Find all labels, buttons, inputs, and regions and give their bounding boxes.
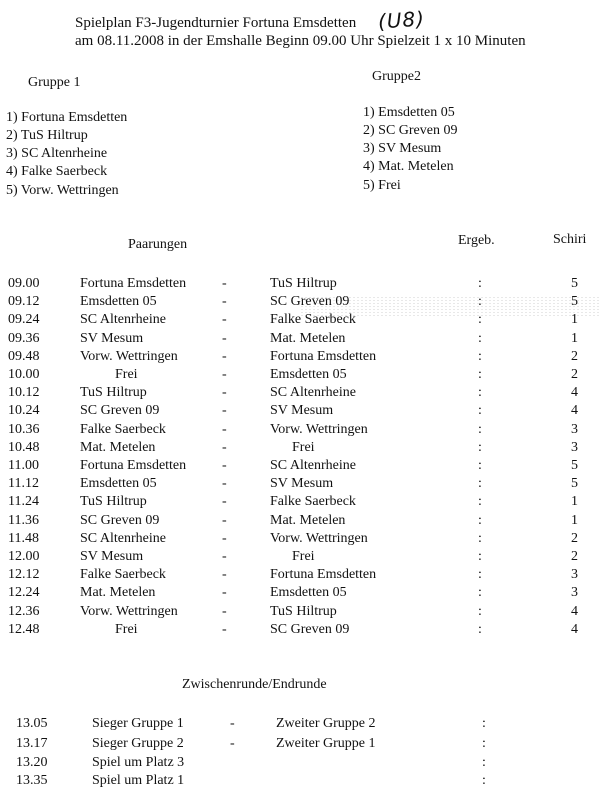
match-away-team: SV Mesum <box>270 476 334 492</box>
match-away-team: SC Altenrheine <box>270 458 356 473</box>
result-placeholder: : <box>478 276 482 291</box>
match-separator: - <box>222 330 227 346</box>
result-placeholder: : <box>478 603 482 619</box>
match-home-team: SC Altenrheine <box>80 530 166 546</box>
finals-row <box>0 736 600 754</box>
match-row <box>0 312 600 330</box>
match-home-team: SC Greven 09 <box>80 403 160 419</box>
match-home-team: SC Altenrheine <box>80 312 166 328</box>
match-row <box>0 294 600 312</box>
match-separator: - <box>222 494 227 510</box>
result-placeholder: : <box>478 330 482 346</box>
match-time: 11.24 <box>8 494 39 510</box>
match-away-team: Fortuna Emsdetten <box>270 348 377 364</box>
match-away-team: SC Altenrheine <box>270 385 356 401</box>
match-away-team: TuS Hiltrup <box>270 276 337 291</box>
match-home-team: TuS Hiltrup <box>80 494 147 510</box>
match-row <box>0 549 600 567</box>
match-row <box>0 458 600 476</box>
match-home-team: Mat. Metelen <box>80 439 156 455</box>
match-home-team: Frei <box>115 621 138 637</box>
match-row <box>0 422 600 440</box>
match-separator: - <box>222 312 227 328</box>
group1-team: 2) TuS Hiltrup <box>6 128 88 143</box>
match-separator: - <box>222 549 227 564</box>
match-referee: 3 <box>571 567 578 583</box>
match-row <box>0 403 600 421</box>
match-row <box>0 567 600 585</box>
match-separator: - <box>222 294 227 310</box>
result-placeholder: : <box>478 439 482 455</box>
match-separator: - <box>222 530 227 546</box>
result-placeholder: : <box>478 585 482 601</box>
match-time: 12.00 <box>8 549 40 564</box>
match-home-team: Frei <box>115 367 138 382</box>
result-placeholder: : <box>478 512 482 528</box>
match-row <box>0 440 600 458</box>
finals-home: Sieger Gruppe 2 <box>92 736 184 751</box>
match-time: 11.12 <box>8 476 39 492</box>
result-placeholder: : <box>478 421 482 437</box>
match-time: 12.36 <box>8 603 40 619</box>
match-away-team: Mat. Metelen <box>270 330 346 346</box>
result-header: Ergeb. <box>458 233 495 248</box>
referee-header: Schiri <box>553 232 587 247</box>
match-separator: - <box>222 458 227 473</box>
group1-team: 4) Falke Saerbeck <box>6 164 108 179</box>
finals-row <box>0 773 600 791</box>
match-away-team: Emsdetten 05 <box>270 585 347 601</box>
title-line-1: Spielplan F3-Jugendturnier Fortuna Emsdetten <box>75 15 357 31</box>
match-time: 12.24 <box>8 585 40 601</box>
match-row <box>0 604 600 622</box>
result-placeholder: : <box>482 773 486 788</box>
match-row <box>0 276 600 294</box>
result-placeholder: : <box>478 403 482 419</box>
result-placeholder: : <box>478 348 482 364</box>
match-row <box>0 585 600 603</box>
match-home-team: SC Greven 09 <box>80 512 160 528</box>
match-time: 10.12 <box>8 385 40 401</box>
match-home-team: Emsdetten 05 <box>80 294 157 310</box>
group2-team: 2) SC Greven 09 <box>363 123 458 138</box>
match-home-team: Fortuna Emsdetten <box>80 276 187 291</box>
group1-title: Gruppe 1 <box>28 75 81 90</box>
match-away-team: Frei <box>292 439 315 455</box>
finals-separator: - <box>230 716 235 731</box>
match-away-team: Emsdetten 05 <box>270 367 347 382</box>
match-away-team: Falke Saerbeck <box>270 312 356 328</box>
match-separator: - <box>222 367 227 382</box>
match-time: 10.00 <box>8 367 40 382</box>
match-separator: - <box>222 567 227 583</box>
match-separator: - <box>222 585 227 601</box>
result-placeholder: : <box>478 385 482 401</box>
match-time: 09.24 <box>8 312 40 328</box>
match-referee: 4 <box>571 621 578 637</box>
result-placeholder: : <box>482 736 486 751</box>
finals-home: Spiel um Platz 3 <box>92 755 185 770</box>
group1-team: 1) Fortuna Emsdetten <box>6 110 128 125</box>
finals-time: 13.17 <box>16 736 48 751</box>
finals-separator: - <box>230 736 235 751</box>
match-referee: 2 <box>571 348 578 364</box>
match-referee: 3 <box>571 585 578 601</box>
match-separator: - <box>222 276 227 291</box>
match-home-team: Vorw. Wettringen <box>80 603 178 619</box>
match-home-team: TuS Hiltrup <box>80 385 147 401</box>
match-home-team: Emsdetten 05 <box>80 476 157 492</box>
finals-row <box>0 755 600 773</box>
match-time: 12.48 <box>8 621 40 637</box>
match-time: 09.12 <box>8 294 40 310</box>
match-separator: - <box>222 439 227 455</box>
finals-away: Zweiter Gruppe 1 <box>276 736 376 751</box>
result-placeholder: : <box>478 476 482 492</box>
match-referee: 1 <box>571 312 578 328</box>
match-home-team: Mat. Metelen <box>80 585 156 601</box>
finals-title: Zwischenrunde/Endrunde <box>182 677 327 692</box>
result-placeholder: : <box>478 312 482 328</box>
match-referee: 4 <box>571 603 578 619</box>
match-referee: 3 <box>571 439 578 455</box>
match-time: 10.48 <box>8 439 40 455</box>
match-away-team: TuS Hiltrup <box>270 603 337 619</box>
match-away-team: Frei <box>292 549 315 564</box>
handwritten-age-note: (U8) <box>377 6 426 34</box>
match-row <box>0 331 600 349</box>
match-separator: - <box>222 603 227 619</box>
result-placeholder: : <box>478 549 482 564</box>
result-placeholder: : <box>482 716 486 731</box>
match-home-team: Falke Saerbeck <box>80 567 166 583</box>
group2-title: Gruppe2 <box>372 69 421 84</box>
match-separator: - <box>222 348 227 364</box>
match-away-team: Vorw. Wettringen <box>270 530 368 546</box>
match-referee: 4 <box>571 385 578 401</box>
result-placeholder: : <box>478 294 482 310</box>
match-referee: 1 <box>571 330 578 346</box>
result-placeholder: : <box>478 621 482 637</box>
match-referee: 2 <box>571 549 578 564</box>
match-time: 09.48 <box>8 348 40 364</box>
match-time: 11.48 <box>8 530 39 546</box>
match-row <box>0 513 600 531</box>
match-row <box>0 622 600 640</box>
match-home-team: Falke Saerbeck <box>80 421 166 437</box>
match-referee: 1 <box>571 512 578 528</box>
group2-team: 3) SV Mesum <box>363 141 442 156</box>
result-placeholder: : <box>478 494 482 510</box>
match-away-team: SV Mesum <box>270 403 334 419</box>
match-referee: 5 <box>571 458 578 473</box>
match-separator: - <box>222 476 227 492</box>
match-away-team: SC Greven 09 <box>270 294 350 310</box>
finals-home: Sieger Gruppe 1 <box>92 716 184 731</box>
result-placeholder: : <box>478 458 482 473</box>
result-placeholder: : <box>478 367 482 382</box>
match-away-team: Fortuna Emsdetten <box>270 567 377 583</box>
group2-team: 4) Mat. Metelen <box>363 159 454 174</box>
match-away-team: Falke Saerbeck <box>270 494 356 510</box>
match-row <box>0 385 600 403</box>
group2-team: 1) Emsdetten 05 <box>363 105 455 120</box>
match-referee: 1 <box>571 494 578 510</box>
match-referee: 4 <box>571 403 578 419</box>
finals-time: 13.20 <box>16 755 48 770</box>
match-time: 11.36 <box>8 512 39 528</box>
match-referee: 5 <box>571 476 578 492</box>
match-row <box>0 349 600 367</box>
result-placeholder: : <box>482 755 486 770</box>
finals-home: Spiel um Platz 1 <box>92 773 185 788</box>
match-time: 11.00 <box>8 458 39 473</box>
match-separator: - <box>222 403 227 419</box>
group1-team: 3) SC Altenrheine <box>6 146 108 161</box>
match-separator: - <box>222 421 227 437</box>
match-home-team: SV Mesum <box>80 549 144 564</box>
match-away-team: SC Greven 09 <box>270 621 350 637</box>
finals-away: Zweiter Gruppe 2 <box>276 716 376 731</box>
match-time: 09.36 <box>8 330 40 346</box>
match-row <box>0 494 600 512</box>
match-time: 09.00 <box>8 276 40 291</box>
finals-time: 13.05 <box>16 716 48 731</box>
title-line-2: am 08.11.2008 in der Emshalle Beginn 09.00 Uhr Spielzeit 1 x 10 Minuten <box>75 33 526 49</box>
match-row <box>0 476 600 494</box>
match-time: 10.24 <box>8 403 40 419</box>
match-row <box>0 531 600 549</box>
match-time: 12.12 <box>8 567 40 583</box>
match-separator: - <box>222 512 227 528</box>
result-placeholder: : <box>478 530 482 546</box>
match-referee: 3 <box>571 421 578 437</box>
match-separator: - <box>222 385 227 401</box>
match-home-team: Vorw. Wettringen <box>80 348 178 364</box>
finals-time: 13.35 <box>16 773 48 788</box>
match-home-team: SV Mesum <box>80 330 144 346</box>
match-referee: 2 <box>571 530 578 546</box>
match-separator: - <box>222 621 227 637</box>
group1-team: 5) Vorw. Wettringen <box>6 183 119 198</box>
match-referee: 5 <box>571 294 578 310</box>
match-away-team: Vorw. Wettringen <box>270 421 368 437</box>
group2-team: 5) Frei <box>363 178 401 193</box>
match-row <box>0 367 600 385</box>
pairings-header: Paarungen <box>128 237 188 252</box>
result-placeholder: : <box>478 567 482 583</box>
match-away-team: Mat. Metelen <box>270 512 346 528</box>
match-referee: 5 <box>571 276 578 291</box>
match-home-team: Fortuna Emsdetten <box>80 458 187 473</box>
match-referee: 2 <box>571 367 578 382</box>
finals-row <box>0 716 600 734</box>
match-time: 10.36 <box>8 421 40 437</box>
